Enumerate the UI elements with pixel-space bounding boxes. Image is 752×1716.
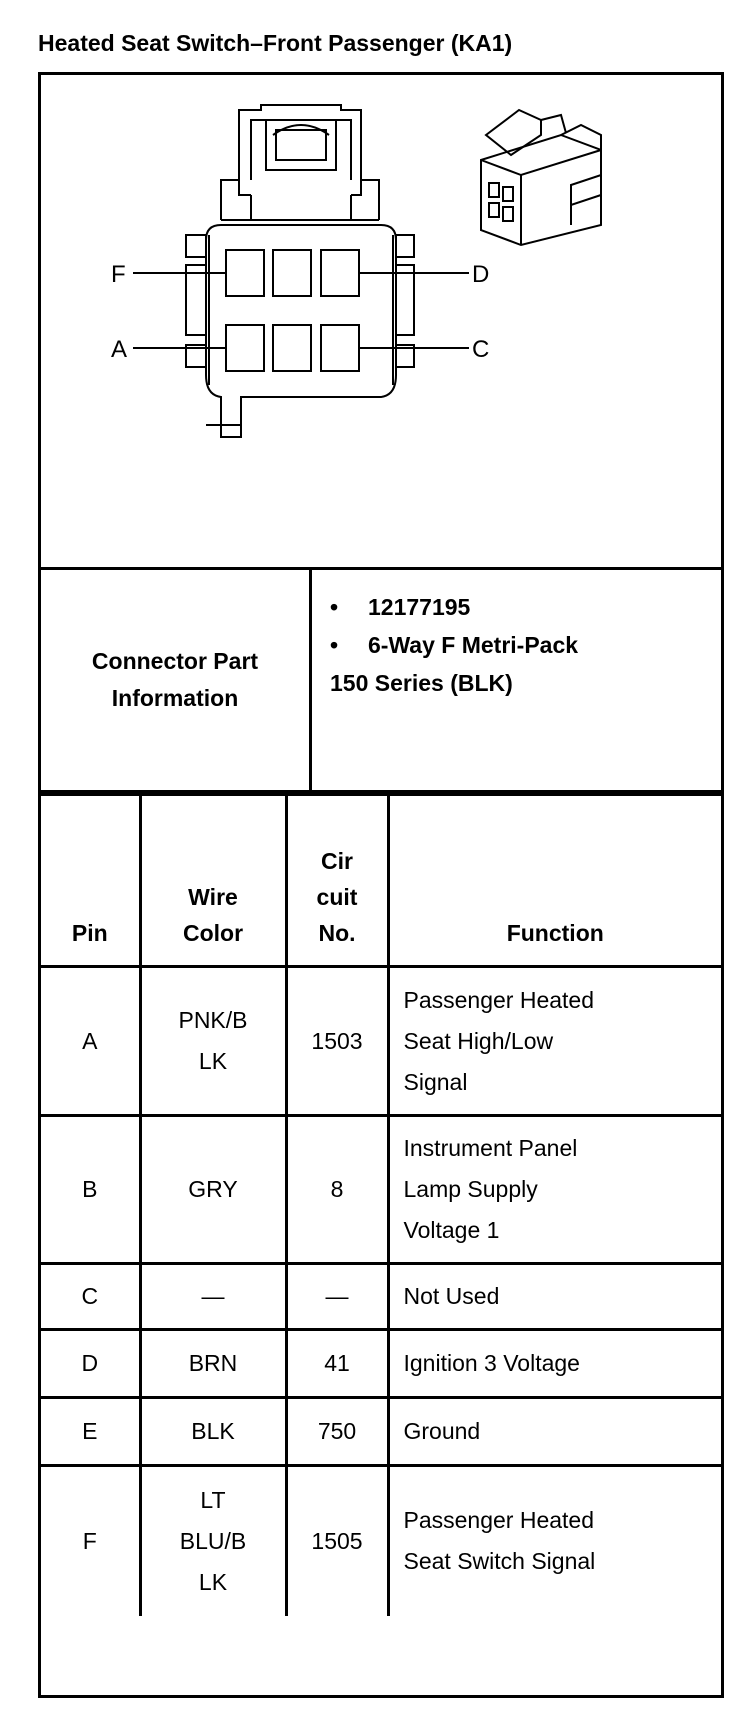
connector-part-number-text: 12177195 — [368, 594, 471, 620]
table-row — [41, 967, 721, 1116]
cell-function: Passenger Heated Seat Switch Signal — [388, 1466, 721, 1616]
cell-function: Passenger Heated Seat High/Low Signal — [388, 967, 721, 1116]
connector-part-number — [330, 588, 470, 626]
connector-type-text: 6-Way F Metri-Pack — [368, 632, 579, 658]
bullet-icon: • — [330, 632, 339, 658]
cell-function: Instrument Panel Lamp Supply Voltage 1 — [388, 1116, 721, 1264]
pin-label-c: C — [472, 336, 490, 363]
pin-label-f: F — [111, 261, 126, 288]
cell-function: Not Used — [388, 1264, 721, 1330]
table-row — [41, 1398, 721, 1466]
page-title: Heated Seat Switch–Front Passenger (KA1) — [38, 30, 513, 56]
cell-wire-color: LT BLU/B LK — [140, 1466, 286, 1616]
connector-face-drawing — [41, 75, 721, 567]
table-row — [41, 1264, 721, 1330]
connector-info-sheet — [38, 72, 724, 1698]
connector-info-value — [312, 570, 721, 793]
cell-wire-color: BRN — [140, 1330, 286, 1398]
cell-pin: D — [41, 1330, 140, 1398]
connector-info-label-line2: Information — [111, 685, 239, 711]
table-row — [41, 1466, 721, 1616]
table-row — [41, 1116, 721, 1264]
pin-label-a: A — [111, 336, 128, 363]
header-function: Function — [388, 795, 721, 967]
cell-wire-color: BLK — [140, 1398, 286, 1466]
connector-series: 150 Series (BLK) — [330, 670, 513, 696]
header-circuit-no: Cir cuit No. — [286, 795, 388, 967]
cell-circuit: — — [286, 1264, 388, 1330]
cell-pin: F — [41, 1466, 140, 1616]
cell-pin: B — [41, 1116, 140, 1264]
cell-circuit: 1505 — [286, 1466, 388, 1616]
cell-circuit: 750 — [286, 1398, 388, 1466]
cell-wire-color: PNK/B LK — [140, 967, 286, 1116]
cell-wire-color: GRY — [140, 1116, 286, 1264]
pin-label-d: D — [472, 261, 490, 288]
connector-info-label — [41, 570, 312, 793]
cell-circuit: 1503 — [286, 967, 388, 1116]
cell-pin: A — [41, 967, 140, 1116]
pinout-table — [41, 793, 721, 1616]
connector-diagram — [41, 75, 721, 570]
cell-circuit: 8 — [286, 1116, 388, 1264]
cell-pin: C — [41, 1264, 140, 1330]
cell-pin: E — [41, 1398, 140, 1466]
connector-info-label-line1: Connector Part — [91, 648, 259, 674]
bullet-icon: • — [330, 594, 339, 620]
header-wire-color: Wire Color — [140, 795, 286, 967]
connector-type — [330, 626, 578, 664]
table-row — [41, 1330, 721, 1398]
cell-function: Ground — [388, 1398, 721, 1466]
cell-function: Ignition 3 Voltage — [388, 1330, 721, 1398]
cell-circuit: 41 — [286, 1330, 388, 1398]
header-pin: Pin — [41, 795, 140, 967]
cell-wire-color: — — [140, 1264, 286, 1330]
table-header-row — [41, 795, 721, 967]
